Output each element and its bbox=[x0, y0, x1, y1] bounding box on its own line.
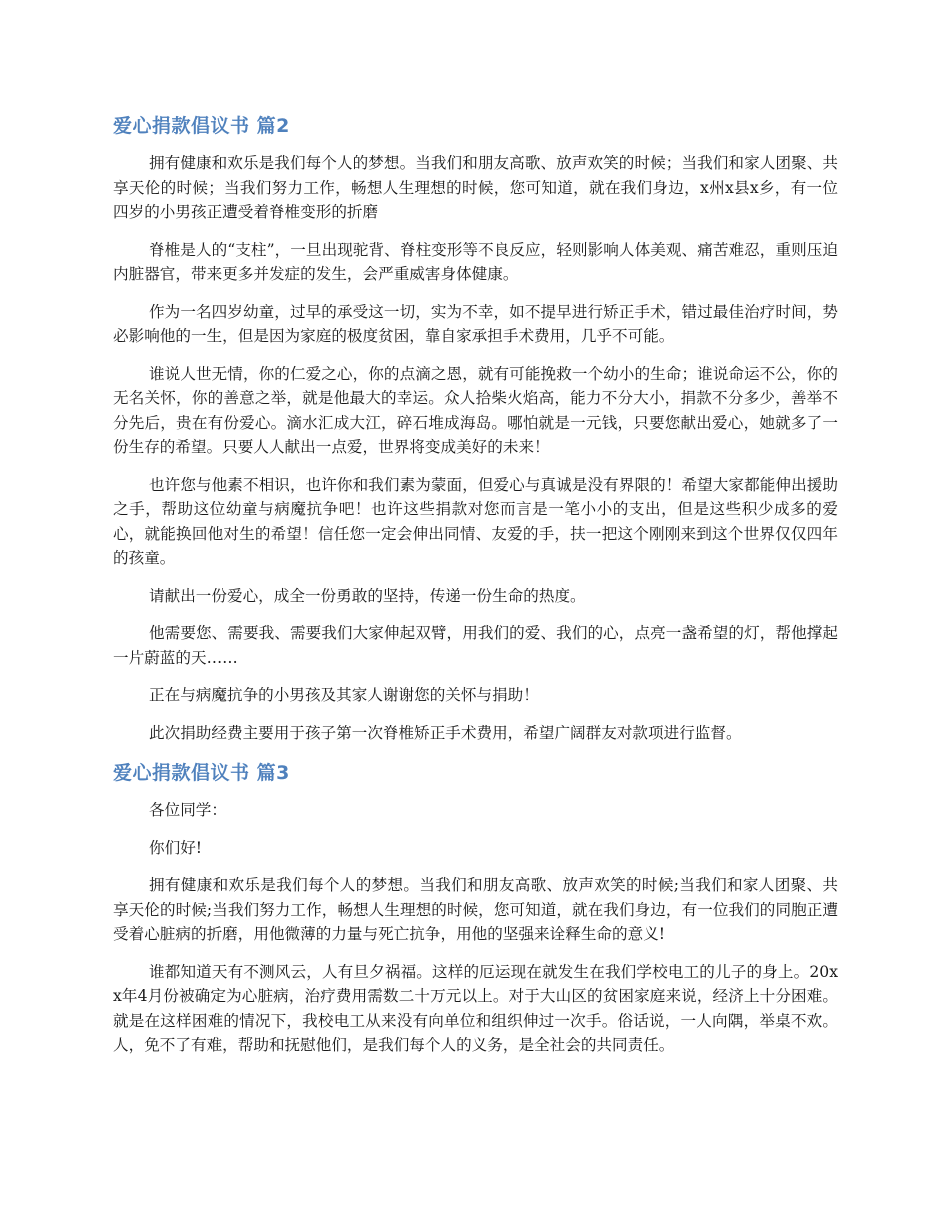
paragraph: 谁说人世无情，你的仁爱之心，你的点滴之恩，就有可能挽救一个幼小的生命；谁说命运不公，你的无名关怀，你的善意之举，就是他最大的幸运。众人拾柴火焰高，能力不分大小，捐款不分多少，善举不分先后，贵在有份爱心。滴水汇成大江，碎石堆成海岛。哪怕就是一元钱，只要您献出爱心，她就多了一份生存的希望。只要人人献出一点爱，世界将变成美好的未来！ bbox=[113, 364, 838, 456]
paragraph: 拥有健康和欢乐是我们每个人的梦想。当我们和朋友高歌、放声欢笑的时候；当我们和家人团聚、共享天伦的时候；当我们努力工作，畅想人生理想的时候，您可知道，就在我们身边，x州x县x乡，有一位四岁的小男孩正遭受着脊椎变形的折磨 bbox=[113, 154, 838, 221]
paragraph: 此次捐助经费主要用于孩子第一次脊椎矫正手术费用，希望广阔群友对款项进行监督。 bbox=[149, 723, 742, 742]
greeting: 各位同学： bbox=[149, 801, 227, 819]
paragraph: 脊椎是人的“支柱”，一旦出现驼背、脊柱变形等不良反应，轻则影响人体美观、痛苦难忍，重则压迫内脏器官，带来更多并发症的发生，会严重威害身体健康。 bbox=[113, 240, 838, 283]
paragraph: 也许您与他素不相识，也许你和我们素为蒙面，但爱心与真诚是没有界限的！希望大家都能伸出援助之手，帮助这位幼童与病魔抗争吧！也许这些捐款对您而言是一笔小小的支出，但是这些积少成多的爱心，就能换回他对生的希望！信任您一定会伸出同情、友爱的手，扶一把这个刚刚来到这个世界仅仅四年的孩童。 bbox=[113, 475, 838, 567]
paragraph: 他需要您、需要我、需要我们大家伸起双臂，用我们的爱、我们的心，点亮一盏希望的灯，帮他撑起一片蔚蓝的天…… bbox=[113, 624, 838, 667]
document-page bbox=[113, 100, 838, 1071]
section-title-2: 爱心捐款倡议书 篇2 bbox=[113, 115, 290, 137]
paragraph: 正在与病魔抗争的小男孩及其家人谢谢您的关怀与捐助！ bbox=[149, 686, 539, 704]
salutation: 你们好! bbox=[149, 838, 203, 857]
paragraph: 谁都知道天有不测风云，人有旦夕祸福。这样的厄运现在就发生在我们学校电工的儿子的身上。20xx年4月份被确定为心脏病，治疗费用需数二十万元以上。对于大山区的贫困家庭来说，经济上十分困难。就是在这样困难的情况下，我校电工从来没有向单位和组织伸过一次手。俗话说，一人向隅，举桌不欢。人，免不了有难，帮助和抚慰他们，是我们每个人的义务，是全社会的共同责任。 bbox=[113, 962, 838, 1054]
paragraph: 拥有健康和欢乐是我们每个人的梦想。当我们和朋友高歌、放声欢笑的时候;当我们和家人团聚、共享天伦的时候;当我们努力工作，畅想人生理想的时候，您可知道，就在我们身边，有一位我们的同胞正遭受着心脏病的折磨，用他微薄的力量与死亡抗争，用他的坚强来诠释生命的意义! bbox=[113, 876, 838, 943]
section-title-3: 爱心捐款倡议书 篇3 bbox=[113, 762, 290, 784]
paragraph: 作为一名四岁幼童，过早的承受这一切，实为不幸，如不提早进行矫正手术，错过最佳治疗时间，势必影响他的一生，但是因为家庭的极度贫困，靠自家承担手术费用，几乎不可能。 bbox=[113, 302, 838, 345]
paragraph: 请献出一份爱心，成全一份勇敢的坚持，传递一份生命的热度。 bbox=[149, 586, 586, 605]
